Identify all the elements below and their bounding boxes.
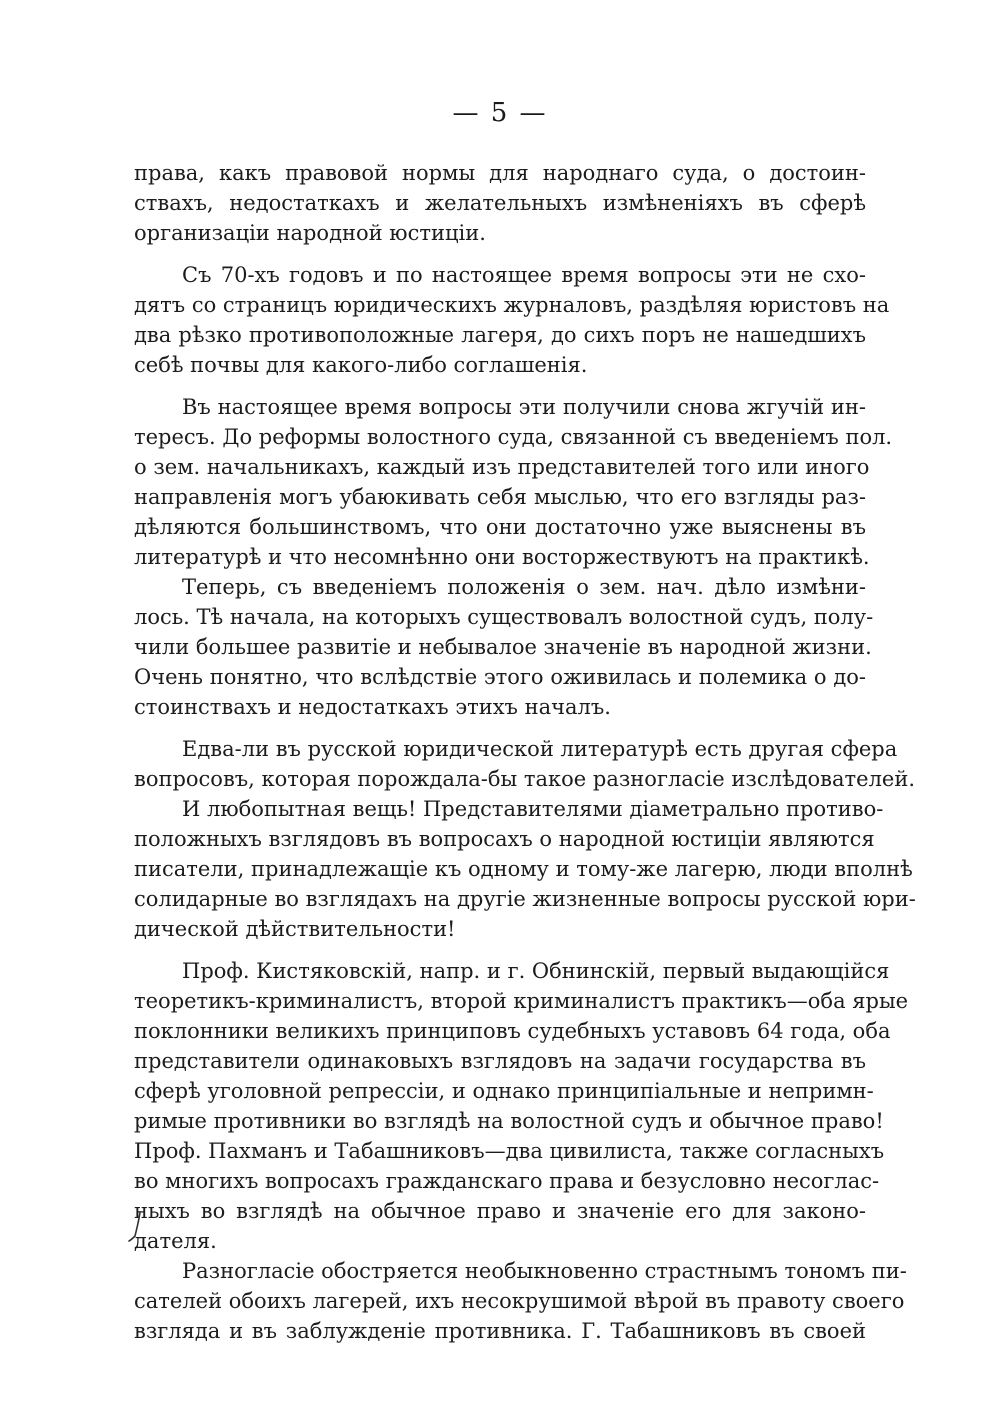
text-line: писатели, принадлежащіе къ одному и тому-же лагерю, люди вполнѣ [134, 857, 913, 881]
text-line: ствахъ, недостаткахъ и желательныхъ измѣненіяхъ въ сферѣ [134, 191, 866, 215]
text-line: ныхъ во взглядѣ на обычное право и значеніе его для законо- [134, 1199, 866, 1223]
text-line: поклонники великихъ принциповъ судебныхъ уставовъ 64 года, оба [134, 1019, 891, 1043]
text-line: два рѣзко противоположные лагеря, до сихъ поръ не нашедшихъ [134, 323, 866, 347]
body-text [134, 158, 916, 1346]
text-line: Едва-ли въ русской юридической литературѣ есть другая сфера [182, 737, 898, 761]
pencil-mark-icon [125, 1210, 147, 1244]
text-line: солидарные во взглядахъ на другіе жизненные вопросы русской юри- [134, 887, 916, 911]
paragraph [134, 794, 916, 944]
text-line: себѣ почвы для какого-либо соглашенія. [134, 353, 588, 377]
text-line: Въ настоящее время вопросы эти получили снова жгучій ин- [182, 395, 866, 419]
text-line: Съ 70-хъ годовъ и по настоящее время вопросы эти не схо- [182, 263, 866, 287]
paragraph [134, 734, 916, 794]
text-line: тересъ. До реформы волостного суда, связанной съ введеніемъ пол. [134, 425, 893, 449]
text-line: Проф. Кистяковскій, напр. и г. Обнинскій, первый выдающійся [182, 959, 890, 983]
text-line: дѣляются большинствомъ, что они достаточно уже выяснены въ [134, 515, 866, 539]
text-line: чили большее развитіе и небывалое значеніе въ народной жизни. [134, 635, 872, 659]
paragraph [134, 572, 874, 722]
text-line: Очень понятно, что вслѣдствіе этого оживилась и полемика о до- [134, 665, 866, 689]
paragraph [134, 956, 909, 1256]
text-line: организаціи народной юстиціи. [134, 221, 486, 245]
text-line: направленія могъ убаюкивать себя мыслью, что его взгляды раз- [134, 485, 866, 509]
text-line: И любопытная вещь! Представителями діаметрально противо- [182, 797, 884, 821]
text-line: римые противники во взглядѣ на волостной судъ и обычное право! [134, 1109, 884, 1133]
page-number: — 5 — [452, 98, 548, 128]
text-line: дателя. [134, 1229, 217, 1253]
text-line: дятъ со страницъ юридическихъ журналовъ, раздѣляя юристовъ на [134, 293, 890, 317]
text-line: сателей обоихъ лагерей, ихъ несокрушимой вѣрой въ правоту своего [134, 1289, 905, 1313]
text-line: лось. Тѣ начала, на которыхъ существовалъ волостной судъ, полу- [134, 605, 874, 629]
text-line: стоинствахъ и недостаткахъ этихъ началъ. [134, 695, 611, 719]
text-line: взгляда и въ заблужденіе противника. Г. Табашниковъ въ своей [134, 1319, 866, 1343]
paragraph [134, 158, 866, 248]
paragraph [134, 1256, 907, 1346]
text-line: Теперь, съ введеніемъ положенія о зем. нач. дѣло измѣни- [182, 575, 866, 599]
text-line: сферѣ уголовной репрессіи, и однако принципіальные и непримн- [134, 1079, 874, 1103]
text-line: представители одинаковыхъ взглядовъ на задачи государства въ [134, 1049, 866, 1073]
paragraph [134, 260, 890, 380]
text-line: вопросовъ, которая порождала-бы такое разногласіе изслѣдователей. [134, 767, 916, 791]
text-line: положныхъ взглядовъ въ вопросахъ о народной юстиціи являются [134, 827, 875, 851]
text-line: литературѣ и что несомнѣнно они восторжествуютъ на практикѣ. [134, 545, 870, 569]
text-line: во многихъ вопросахъ гражданскаго права и безусловно несоглас- [134, 1169, 880, 1193]
text-line: теоретикъ-криминалистъ, второй криминалистъ практикъ—оба ярые [134, 989, 909, 1013]
text-line: права, какъ правовой нормы для народнаго суда, о достоин- [134, 161, 866, 185]
text-line: дической дѣйствительности! [134, 917, 456, 941]
text-line: Проф. Пахманъ и Табашниковъ—два цивилиста, также согласныхъ [134, 1139, 885, 1163]
paragraph [134, 392, 893, 572]
text-line: о зем. начальникахъ, каждый изъ представителей того или иного [134, 455, 870, 479]
text-line: Разногласіе обостряется необыкновенно страстнымъ тономъ пи- [182, 1259, 907, 1283]
